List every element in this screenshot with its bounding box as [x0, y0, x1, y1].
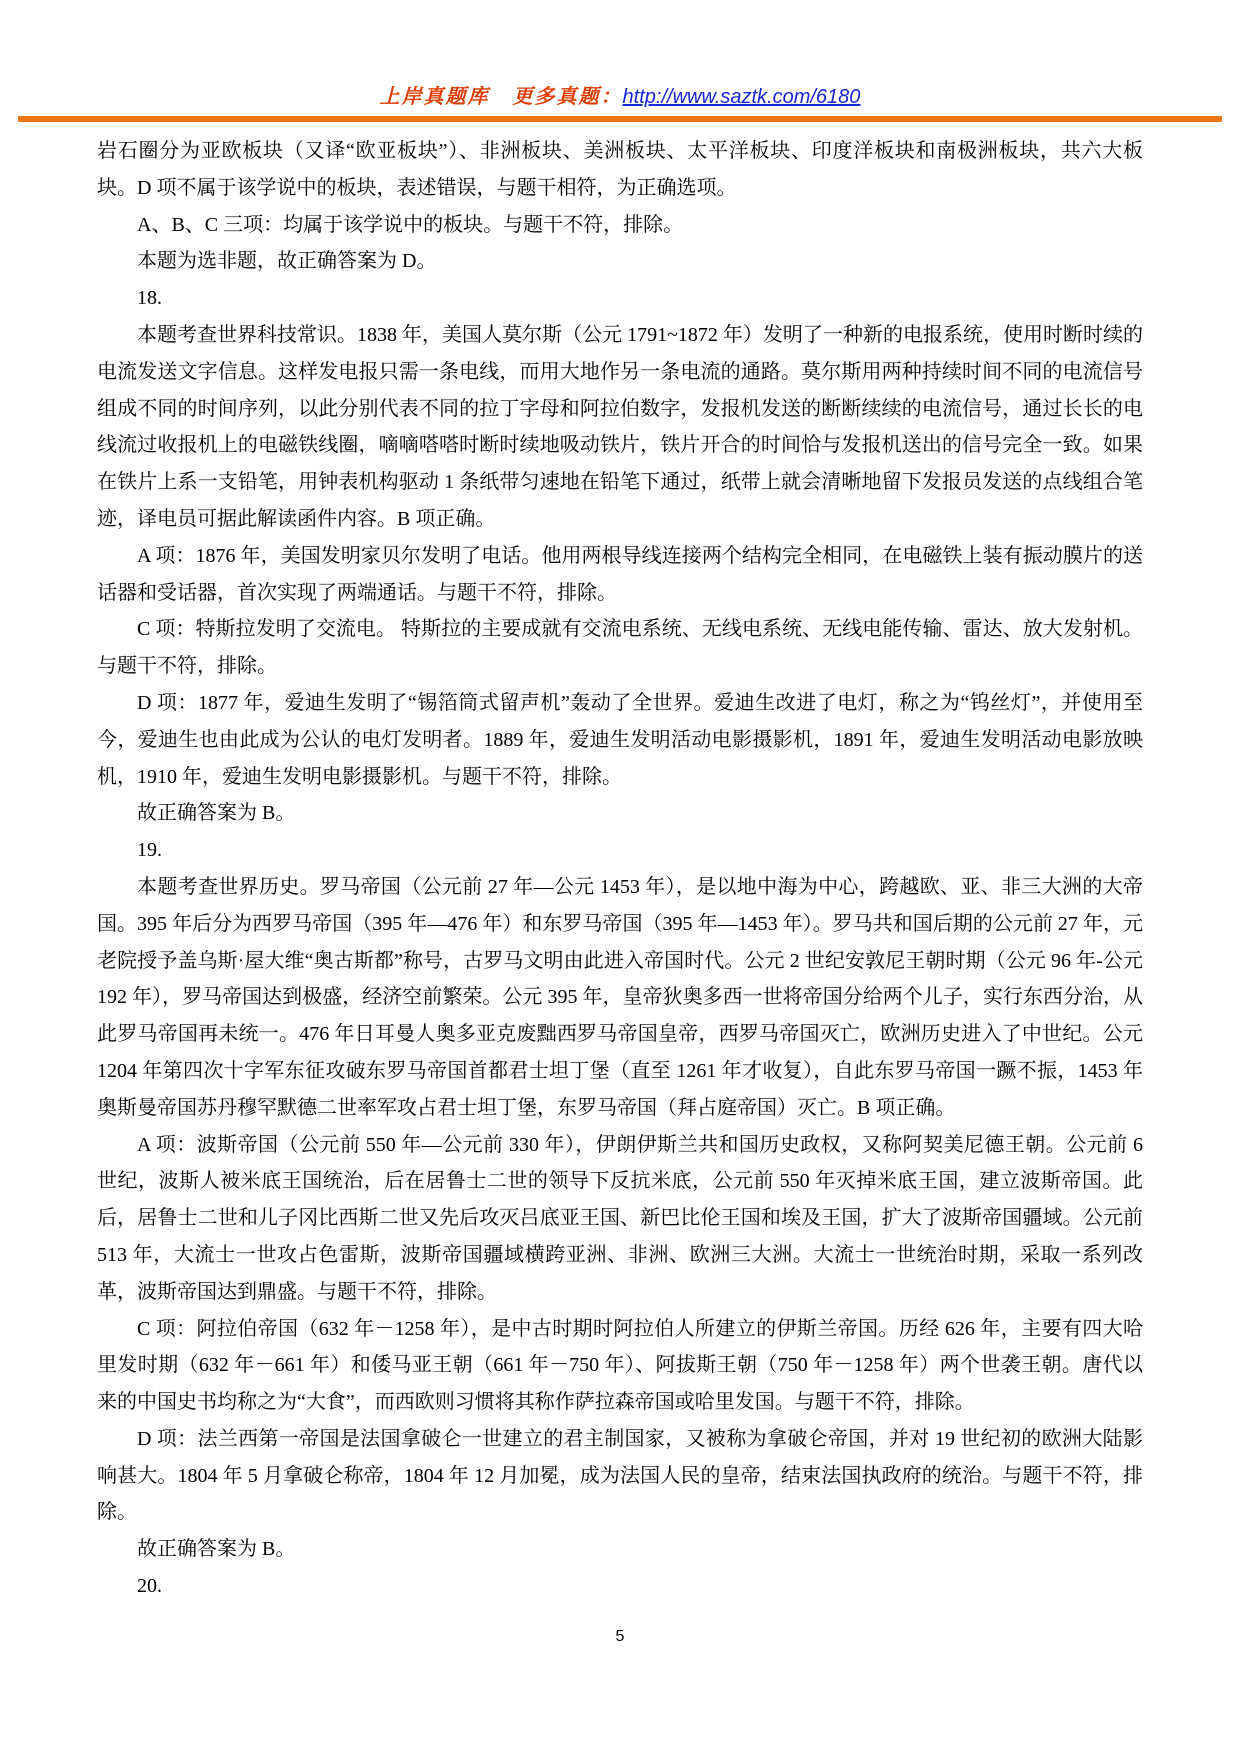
body-paragraph: C 项：特斯拉发明了交流电。 特斯拉的主要成就有交流电系统、无线电系统、无线电能传输、雷达、放大发射机。与题干不符，排除。 — [97, 618, 1143, 678]
body-paragraph: 岩石圈分为亚欧板块（又译“欧亚板块”）、非洲板块、美洲板块、太平洋板块、印度洋板块和南极洲板块，共六大板块。D 项不属于该学说中的板块，表述错误，与题干相符，为正确选项。 — [97, 140, 1143, 199]
body-paragraph: D 项：1877 年，爱迪生发明了“锡箔筒式留声机”轰动了全世界。爱迪生改进了电灯，称之为“钨丝灯”，并使用至今，爱迪生也由此成为公认的电灯发明者。1889 年，爱迪生发明活动电影摄影机，1891 年，爱迪生发明活动电影放映机，1910 年，爱迪生发明电影摄影机。与题干不符，排除。 — [97, 691, 1143, 788]
body-paragraph: 本题考查世界历史。罗马帝国（公元前 27 年—公元 1453 年），是以地中海为中心，跨越欧、亚、非三大洲的大帝国。395 年后分为西罗马帝国（395 年—476 年）和东罗马帝国（395 年—1453 年）。罗马共和国后期的公元前 27 年，元老院授予盖乌斯·屋大维“奥古斯都”称号，古罗马文明由此进入帝国时代。公元 2 世纪安敦尼王朝时期（公元 96 年-公元 192 年），罗马帝国达到极盛，经济空前繁荣。公元 395 年，皇帝狄奥多西一世将帝国分给两个儿子，实行东西分治，从此罗马帝国再未统一。476 年日耳曼人奥多亚克废黜西罗马帝国皇帝，西罗马帝国灭亡，欧洲历史进入了中世纪。公元 1204 年第四次十字军东征攻破东罗马帝国首都君士坦丁堡（直至 1261 年才收复），自此东罗马帝国一蹶不振，1453 年奥斯曼帝国苏丹穆罕默德二世率军攻占君士坦丁堡，东罗马帝国（拜占庭帝国）灭亡。B 项正确。 — [97, 875, 1143, 1119]
body-paragraph: 本题为选非题，故正确答案为 D。 — [137, 250, 437, 273]
site-brand: 上岸真题库 — [379, 86, 490, 108]
body-paragraph: D 项：法兰西第一帝国是法国拿破仑一世建立的君主制国家，又被称为拿破仑帝国，并对 19 世纪初的欧洲大陆影响甚大。1804 年 5 月拿破仑称帝，1804 年 12 月加冕，成为法国人民的皇帝，结束法国执政府的统治。与题干不符，排除。 — [97, 1427, 1143, 1524]
page-header — [0, 0, 1240, 110]
body-paragraph: A、B、C 三项：均属于该学说中的板块。与题干不符，排除。 — [137, 213, 684, 236]
question-number-19: 19. — [137, 839, 162, 862]
question-number-18: 18. — [137, 287, 162, 310]
header-link[interactable]: http://www.saztk.com/6180 — [622, 86, 861, 108]
page-number: 5 — [615, 1628, 625, 1645]
body-paragraph: A 项：波斯帝国（公元前 550 年—公元前 330 年），伊朗伊斯兰共和国历史政权，又称阿契美尼德王朝。公元前 6 世纪，波斯人被米底王国统治，后在居鲁士二世的领导下反抗米底，公元前 550 年灭掉米底王国，建立波斯帝国。此后，居鲁士二世和儿子冈比西斯二世又先后攻灭吕底亚王国、新巴比伦王国和埃及王国，扩大了波斯帝国疆域。公元前 513 年，大流士一世攻占色雷斯，波斯帝国疆域横跨亚洲、非洲、欧洲三大洲。大流士一世统治时期，采取一系列改革，波斯帝国达到鼎盛。与题干不符，排除。 — [97, 1133, 1143, 1303]
body-paragraph: C 项：阿拉伯帝国（632 年－1258 年），是中古时期时阿拉伯人所建立的伊斯兰帝国。历经 626 年，主要有四大哈里发时期（632 年－661 年）和倭马亚王朝（661 年－750 年）、阿拔斯王朝（750 年－1258 年）两个世袭王朝。唐代以来的中国史书均称之为“大食”，而西欧则习惯将其称作萨拉森帝国或哈里发国。与题干不符，排除。 — [97, 1317, 1143, 1414]
header-divider — [18, 116, 1222, 122]
answer-explanations — [97, 133, 1143, 1605]
body-paragraph: A 项：1876 年，美国发明家贝尔发明了电话。他用两根导线连接两个结构完全相同，在电磁铁上装有振动膜片的送话器和受话器，首次实现了两端通话。与题干不符，排除。 — [97, 544, 1143, 604]
question-number-20: 20. — [137, 1575, 162, 1598]
body-paragraph: 故正确答案为 B。 — [137, 802, 296, 825]
body-paragraph: 本题考查世界科技常识。1838 年，美国人莫尔斯（公元 1791~1872 年）发明了一种新的电报系统，使用时断时续的电流发送文字信息。这样发电报只需一条电线，而用大地作另一条电流的通路。莫尔斯用两种持续时间不同的电流信号组成不同的时间序列，以此分别代表不同的拉丁字母和阿拉伯数字，发报机发送的断断续续的电流信号，通过长长的电线流过收报机上的电磁铁线圈，嘀嘀嗒嗒时断时续地吸动铁片，铁片开合的时间恰与发报机送出的信号完全一致。如果在铁片上系一支铅笔，用钟表机构驱动 1 条纸带匀速地在铅笔下通过，纸带上就会清晰地留下发报员发送的点线组合笔迹，译电员可据此解读函件内容。B 项正确。 — [97, 323, 1143, 530]
more-questions-label: 更多真题： — [512, 86, 623, 108]
body-paragraph: 故正确答案为 B。 — [137, 1538, 296, 1561]
